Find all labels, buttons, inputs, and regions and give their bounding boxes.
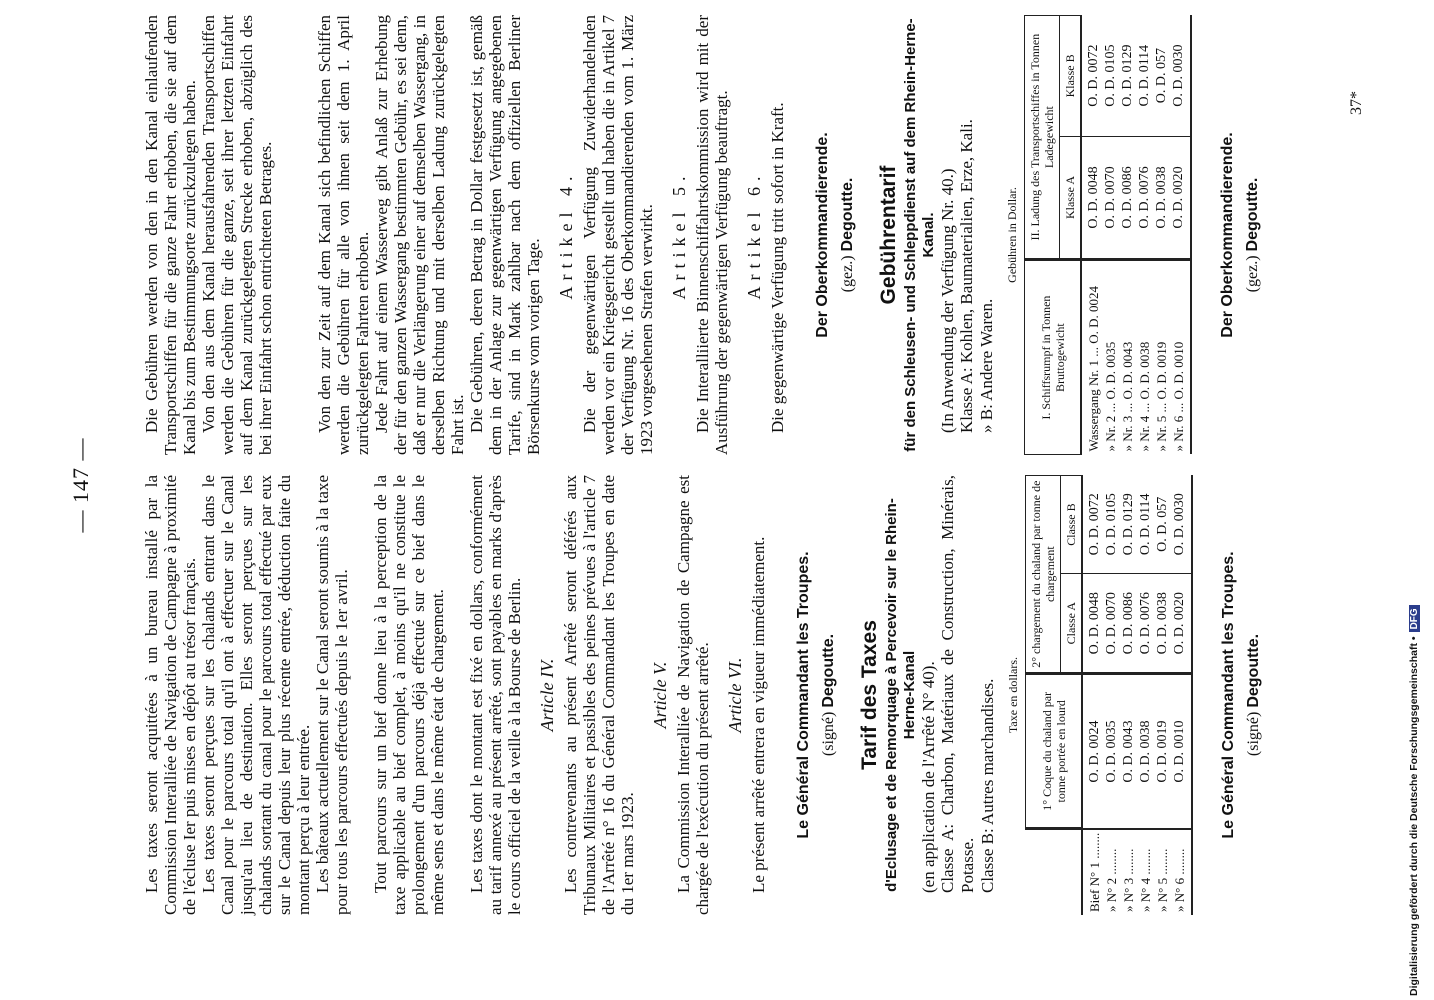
row-label: Bief N° 1 ........	[1082, 829, 1103, 915]
fr-paragraph: Les bâteaux actuellement sur le Canal seront soumis à la taxe pour tous les parcours effectués depuis le 1er avril.	[313, 475, 351, 915]
fr-article-6-title: Article VI.	[725, 657, 745, 733]
fr-article-5-text: La Commission Interalliée de Navigation de Campagne est chargée de l'exécution du présent arrêté.	[674, 475, 712, 915]
german-column	[142, 15, 1262, 455]
classe-b-value: O. D. 0072	[1082, 476, 1103, 574]
klasse-b-value: O. D. 0030	[1170, 16, 1191, 137]
de-signature-title: Der Oberkommandierende.	[814, 132, 831, 338]
table-row	[1103, 476, 1120, 916]
classe-b-value: O. D. 0030	[1171, 476, 1192, 574]
row-label: » N° 4 ........	[1137, 829, 1154, 915]
fr-final-signature	[1244, 475, 1263, 915]
de-tax-table	[1024, 15, 1192, 455]
row-label: » N° 5 ........	[1154, 829, 1171, 915]
fr-table-spacer	[1026, 829, 1083, 915]
klasse-a-value: O. D. 0020	[1170, 136, 1191, 259]
table-row	[1154, 476, 1171, 916]
fr-signature-name: Degoutte.	[820, 633, 837, 708]
de-article-6-title: Artikel 6.	[744, 170, 764, 300]
de-paragraph: Die Gebühren werden von den in den Kanal einlaufenden Transportschiffen für die ganze Fahrt erhoben, die sie auf dem Kanal bis zum Bestimmungsorte zurückzulegen haben.	[142, 15, 199, 455]
table-row	[1137, 476, 1154, 916]
klasse-b-value: O. D. 0129	[1119, 16, 1136, 137]
de-article-4-title: Artikel 4.	[556, 170, 576, 300]
fr-article-4-text: Les contrevenants au présent Arrêté seront déférés aux Tribunaux Militaires et passibles des peines prévues à l'article 7 de l'Arrêté n° 16 du Général Commandant les Troupes en date du 1er mars 1923.	[561, 475, 637, 915]
fr-article-6-text: Le présent arrêté entrera en vigueur immédiatement.	[749, 536, 768, 893]
de-signature-prefix: (gez.)	[839, 255, 856, 293]
row-label: » Nr. 5 ...	[1154, 402, 1169, 452]
classe-b-value: O. D. 0129	[1120, 476, 1137, 574]
classe-a-value: O. D. 0048	[1082, 574, 1103, 674]
rumpf-value: O. D. 0038	[1137, 341, 1152, 400]
de-signature	[838, 15, 857, 455]
french-column	[142, 475, 1263, 915]
de-paragraph-boats: Von den zur Zeit auf dem Kanal sich befindlichen Schiffen werden die Gebühren für alle von ihnen seit dem 1. April zurückgelegten Fahrten erhoben.	[315, 15, 372, 455]
de-unit-note: Gebühren in Dollar.	[1005, 187, 1019, 283]
fr-final-signature-prefix: (signé)	[1245, 711, 1262, 757]
table-row	[1119, 16, 1136, 455]
coque-value: O. D. 0043	[1121, 720, 1136, 783]
fr-article-5-title: Article V.	[650, 661, 670, 729]
de-final-signature-name: Degoutte.	[1244, 177, 1261, 252]
row-label: » Nr. 2 ...	[1103, 402, 1118, 452]
table-row	[1081, 16, 1102, 455]
klasse-a-value: O. D. 0070	[1102, 136, 1119, 259]
fr-classe-a: Classe A: Charbon, Matériaux de Construction, Minérais, Potasse.	[938, 475, 977, 893]
fr-classe-b: Classe B: Autres marchandises.	[978, 678, 997, 893]
klasse-b-value: O. D. 057	[1153, 16, 1170, 137]
row-label: » Nr. 6 ...	[1171, 402, 1186, 452]
classe-b-value: O. D. 0105	[1103, 476, 1120, 574]
classe-a-value: O. D. 0038	[1154, 574, 1171, 674]
de-article-6-text: Die gegenwärtige Verfügung tritt sofort in Kraft.	[768, 102, 787, 433]
de-paragraph-wasserweg: Jede Fahrt auf einem Wasserweg gibt Anlaß zur Erhebung der für den ganzen Wassergang bestimmten Gebühr, es sei denn, daß er nur die Verlängerung einer auf demselben Wassergang, in derselben Richtung und mit derselben Ladung zurückgelegten Fahrt ist.	[372, 15, 467, 455]
coque-value: O. D. 0035	[1104, 720, 1119, 783]
fr-paragraph: Les taxes seront perçues sur les chalands entrant dans le Canal pour le parcours total qu'il ont à effectuer sur le Canal jusqu'au lieu de destination. Elles seront perçues sur les chalands sortant du canal pour le parcours total effectué par eux sur le Canal depuis leur plus récente entrée, déduction faite du montant perçu à leur entrée.	[199, 475, 313, 915]
row-label: » Nr. 4 ...	[1137, 402, 1152, 452]
fr-classe-b-header: Classe B	[1061, 476, 1083, 574]
fr-article-4-title: Article IV.	[537, 658, 557, 732]
de-klasse-b-header: Klasse B	[1060, 16, 1082, 137]
fr-signature	[819, 475, 838, 915]
de-final-signature	[1243, 15, 1262, 455]
fr-unit-note: Taxe en dollars.	[1006, 656, 1020, 734]
rumpf-value: O. D. 0035	[1103, 341, 1118, 400]
fr-tarif-reference: (en application de l'Arrêté N° 40).	[919, 661, 938, 893]
credit-text: Digitalisierung gefördert durch die Deutsche Forschungsgemeinschaft •	[1408, 636, 1420, 996]
table-row	[1082, 476, 1103, 916]
de-article-5-text: Die Interalliierte Binnenschiffahrtskommission wird mit der Ausführung der gegenwärtigen Verfügung beauftragt.	[693, 15, 731, 455]
fr-final-signature-title: Le Général Commandant les Troupes.	[1220, 551, 1237, 839]
coque-value: O. D. 0010	[1171, 674, 1192, 829]
fr-classe-a-header: Classe A	[1061, 574, 1083, 674]
row-label: » Nr. 3 ...	[1120, 402, 1135, 452]
de-tarif-subtitle: für den Schleusen- und Schleppdienst auf dem Rhein-Herne-Kanal.	[902, 18, 937, 452]
klasse-a-value: O. D. 0086	[1119, 136, 1136, 259]
row-label: » N° 3 ........	[1120, 829, 1137, 915]
klasse-b-value: O. D. 0114	[1136, 16, 1153, 137]
classe-b-value: O. D. 0114	[1137, 476, 1154, 574]
table-row	[1102, 16, 1119, 455]
page-number: — 147 —	[68, 437, 93, 533]
classe-a-value: O. D. 0076	[1137, 574, 1154, 674]
dfg-logo: DFG	[1409, 605, 1420, 632]
signature-mark: 37*	[1348, 91, 1365, 115]
de-klasse-a-header: Klasse A	[1060, 136, 1082, 259]
row-label: » N° 6 ........	[1171, 829, 1192, 915]
klasse-a-value: O. D. 0076	[1136, 136, 1153, 259]
de-article-5-title: Artikel 5.	[669, 170, 689, 300]
fr-signature-prefix: (signé)	[820, 711, 837, 757]
table-row	[1120, 476, 1137, 916]
fr-tarif-title: Tarif des Taxes	[858, 620, 881, 770]
klasse-a-value: O. D. 0038	[1153, 136, 1170, 259]
klasse-b-value: O. D. 0072	[1081, 16, 1102, 137]
rumpf-value: O. D. 0043	[1120, 341, 1135, 400]
de-col-ladung-header: II. Ladung des Transportschiffes in Tonnen Ladegewicht	[1025, 16, 1060, 260]
coque-value: O. D. 0019	[1155, 720, 1170, 783]
fr-paragraph: Les taxes seront acquittées à un bureau installé par la Commission Interalliée de Navigation de Campagne à proximité de l'écluse Ier puis mises en dépôt au trésor français.	[142, 475, 199, 915]
table-row	[1171, 476, 1192, 916]
digitization-credit	[1404, 0, 1430, 1000]
table-row	[1153, 16, 1170, 455]
de-col-rumpf-header: I. Schiffsrumpf in Tonnen Bruttogewicht	[1025, 260, 1082, 455]
row-label: Wassergang Nr. 1 ...	[1086, 346, 1101, 452]
fr-tarif-subtitle: d'Eclusage et de Remorquage à Percevoir sur le Rhein-Herne-Kanal	[883, 498, 918, 892]
coque-value: O. D. 0024	[1082, 674, 1103, 829]
table-row	[1170, 16, 1191, 455]
de-final-signature-title: Der Oberkommandierende.	[1219, 132, 1236, 338]
rumpf-value: O. D. 0024	[1086, 285, 1101, 344]
de-klasse-a: Klasse A: Kohlen, Baumaterialien, Erze, Kali.	[957, 119, 976, 433]
de-article-4-text: Die der gegenwärtigen Verfügung Zuwiderhandelnden werden vor ein Kriegsgericht gestellt und haben die in Artikel 7 der Verfügung Nr. 16 des Oberkommandierenden vom 1. März 1923 vorgesehenen Strafen verwirkt.	[580, 15, 656, 455]
de-paragraph-dollar: Die Gebühren, deren Betrag in Dollar festgesetzt ist, gemäß dem in der Anlage zur gegenwärtigen Verfügung angegebenen Tarife, sind in Mark zahlbar nach dem offiziellen Berliner Börsenkurse vom vorigen Tage.	[467, 15, 543, 455]
classe-a-value: O. D. 0086	[1120, 574, 1137, 674]
de-paragraph: Von den aus dem Kanal herausfahrenden Transportschiffen werden die Gebühren für die ganze, seit ihrer letzten Einfahrt auf dem Kanal zurückgelegten Strecke erhoben, abzüglich des bei ihrer Einfahrt schon entrichteten Betrages.	[199, 15, 275, 455]
fr-paragraph-bief: Tout parcours sur un bief donne lieu à la perception de la taxe applicable au bief complet, à moins qu'il ne constitue le prolongement d'un parcours déjà effectué sur ce bief dans le même sens et dans le même état de chargement.	[371, 475, 447, 915]
scanned-page	[30, 0, 1430, 975]
de-klasse-b: » B: Andere Waren.	[977, 298, 996, 433]
table-row	[1136, 16, 1153, 455]
de-signature-name: Degoutte.	[839, 177, 856, 252]
de-final-signature-prefix: (gez.)	[1244, 255, 1261, 293]
klasse-a-value: O. D. 0048	[1081, 136, 1102, 259]
rumpf-value: O. D. 0019	[1154, 341, 1169, 400]
klasse-b-value: O. D. 0105	[1102, 16, 1119, 137]
classe-a-value: O. D. 0020	[1171, 574, 1192, 674]
fr-col-coque-header: 1° Coque du chaland par tonne portée en lourd	[1026, 674, 1083, 829]
fr-final-signature-name: Degoutte.	[1245, 633, 1262, 708]
de-tarif-title: Gebührentarif	[877, 165, 900, 305]
de-tarif-reference: (In Anwendung der Verfügung Nr. 40.)	[938, 168, 957, 433]
classe-b-value: O. D. 057	[1154, 476, 1171, 574]
fr-col-chargement-header: 2° chargement du chaland par tonne de chargement	[1026, 476, 1061, 674]
fr-signature-title: Le Général Commandant les Troupes.	[795, 551, 812, 839]
coque-value: O. D. 0038	[1138, 720, 1153, 783]
row-label: » N° 2 ........	[1103, 829, 1120, 915]
fr-tax-table	[1025, 475, 1193, 915]
fr-paragraph-dollars: Les taxes dont le montant est fixé en dollars, conformément au tarif annexé au présent arrêté, sont payables en marks d'après le cours officiel de la veille à la Bourse de Berlin.	[467, 475, 524, 915]
rumpf-value: O. D. 0010	[1171, 341, 1186, 400]
classe-a-value: O. D. 0070	[1103, 574, 1120, 674]
